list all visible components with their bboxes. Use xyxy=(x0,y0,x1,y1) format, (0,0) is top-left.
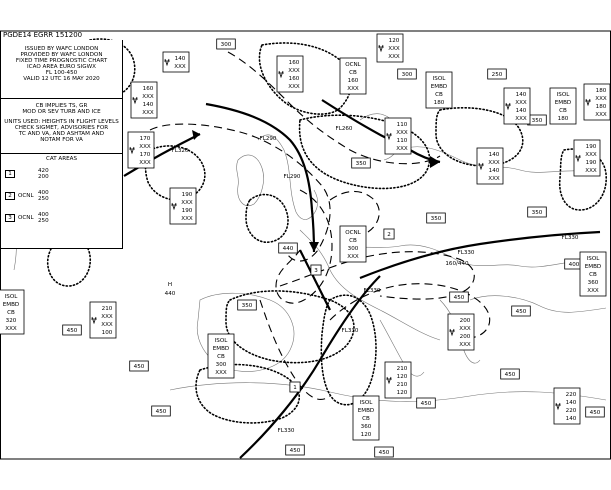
icing-label-line: XXX xyxy=(595,96,607,102)
tropopause-height: 350 xyxy=(430,216,442,222)
cb-label-line: XXX xyxy=(5,326,17,332)
cb-label-line: ISOL xyxy=(556,92,570,98)
cb-label-line: ISOL xyxy=(359,400,373,406)
tropopause-height: 450 xyxy=(289,448,301,454)
icing-label-line: 140 xyxy=(515,92,527,98)
cb-label-line: OCNL xyxy=(345,62,361,68)
cb-label-line: 160 xyxy=(347,78,359,84)
cat-levels xyxy=(38,212,49,224)
jet-level-label: FL320 xyxy=(171,148,189,154)
issue-block xyxy=(1,40,122,99)
icing-label-line: 160 xyxy=(142,86,154,92)
icing-label-line: XXX xyxy=(139,160,151,166)
icing-label-line: XXX xyxy=(459,342,471,348)
icing-label-line: 140 xyxy=(174,56,186,62)
icing-label-line: 190 xyxy=(585,160,597,166)
note-line: UNITS USED: HEIGHTS IN FLIGHT LEVELS xyxy=(4,119,119,125)
issue-line: FL 100-450 xyxy=(45,70,78,76)
cb-label-line: CB xyxy=(559,108,567,114)
tropopause-height: 450 xyxy=(378,450,390,456)
cb-label-line: XXX xyxy=(587,288,599,294)
chart-title: PGDE14 EGRR 151200 xyxy=(3,31,83,39)
icing-label-line: 220 xyxy=(565,392,577,398)
icing-label-line: 210 xyxy=(396,366,408,372)
high-pressure-letter: H xyxy=(167,282,173,288)
jet-depth-label: 160/440 xyxy=(445,261,469,267)
icing-label-line: XXX xyxy=(388,54,400,60)
note-line: CB IMPLIES TS, GR xyxy=(35,103,88,109)
icing-label-line: XXX xyxy=(142,110,154,116)
cb-label-line: OCNL xyxy=(345,230,361,236)
cb-label-line: ISOL xyxy=(432,76,446,82)
icing-label-line: 120 xyxy=(396,374,408,380)
tropopause-height: 450 xyxy=(66,328,78,334)
tropopause-height: 450 xyxy=(589,410,601,416)
icing-label-line: XXX xyxy=(101,314,113,320)
icing-label-line: 170 xyxy=(139,152,151,158)
icing-label-line: 100 xyxy=(101,330,113,336)
tropopause-height: 350 xyxy=(531,210,543,216)
icing-label-line: XXX xyxy=(101,322,113,328)
cb-label-line: CB xyxy=(349,238,357,244)
cb-label-line: 180 xyxy=(433,100,445,106)
icing-label-line: XXX xyxy=(174,64,186,70)
note-line: TC AND VA, AND ASHTAM AND xyxy=(18,131,105,137)
icing-label-line: 110 xyxy=(396,138,408,144)
cb-label-line: CB xyxy=(362,416,370,422)
icing-label-line: XXX xyxy=(396,130,408,136)
cb-label-line: XXX xyxy=(347,254,359,260)
icing-label-line: XXX xyxy=(515,116,527,122)
cb-label-line: CB xyxy=(349,70,357,76)
cat-base: 250 xyxy=(38,218,49,224)
tropopause-height: 350 xyxy=(355,161,367,167)
cat-legend-item xyxy=(5,186,118,206)
jet-level-label: FL330 xyxy=(457,250,475,256)
icing-label-line: 210 xyxy=(396,382,408,388)
jet-level-label: FL290 xyxy=(259,136,277,142)
icing-label-line: XXX xyxy=(396,146,408,152)
icing-label-line: 160 xyxy=(288,76,300,82)
issue-line: ISSUED BY WAFC LONDON xyxy=(24,46,99,52)
tropopause-height: 450 xyxy=(515,309,527,315)
note-line: NOTAM FOR VA xyxy=(40,137,83,143)
tropopause-height: 450 xyxy=(133,364,145,370)
cat-legend-item xyxy=(5,164,118,184)
cat-id-box: 2 xyxy=(5,192,15,200)
cat-area-marker: 3 xyxy=(314,268,318,274)
note-line: MOD OR SEV TURB AND ICE xyxy=(22,109,101,115)
jet-level-label: FL330 xyxy=(277,428,295,434)
tropopause-height: 450 xyxy=(155,409,167,415)
note-line: CHECK SIGMET, ADVISORIES FOR xyxy=(14,125,109,131)
icing-label-line: 120 xyxy=(388,38,400,44)
tropopause-height: 350 xyxy=(241,303,253,309)
cb-label-line: ISOL xyxy=(4,294,18,300)
cat-top: 400 xyxy=(38,212,49,218)
icing-label-line: XXX xyxy=(288,84,300,90)
cb-label-line: 300 xyxy=(347,246,359,252)
icing-label-line: 180 xyxy=(595,88,607,94)
cb-label-line: ISOL xyxy=(214,338,228,344)
icing-label-line: XXX xyxy=(181,216,193,222)
cb-label-line: EMBD xyxy=(2,302,20,308)
jet-level-label: FL330 xyxy=(363,288,381,294)
cb-label-line: CB xyxy=(589,272,597,278)
icing-label-line: 140 xyxy=(488,152,500,158)
icing-label-line: 190 xyxy=(181,192,193,198)
cat-id-box: 3 xyxy=(5,214,15,222)
cb-label-line: XXX xyxy=(215,370,227,376)
cat-legend-title: CAT AREAS xyxy=(45,156,78,162)
cat-top: 420 xyxy=(38,168,49,174)
cat-ocnl: OCNL xyxy=(18,193,34,199)
cb-label-line: 320 xyxy=(5,318,17,324)
cat-levels xyxy=(38,168,49,180)
cb-label-line: EMBD xyxy=(584,264,602,270)
cb-label-line: 300 xyxy=(215,362,227,368)
icing-label-line: XXX xyxy=(515,100,527,106)
icing-label-line: 140 xyxy=(488,168,500,174)
cat-top: 400 xyxy=(38,190,49,196)
tropopause-height: 450 xyxy=(453,295,465,301)
issue-line: ICAO AREA EURO SIGWX xyxy=(27,64,96,70)
tropopause-height: 450 xyxy=(504,372,516,378)
cat-legend xyxy=(1,154,122,230)
icing-label-line: 200 xyxy=(459,318,471,324)
tropopause-height: 440 xyxy=(282,246,294,252)
jet-level-label: FL260 xyxy=(335,126,353,132)
tropopause-height: 450 xyxy=(420,401,432,407)
issue-line: PROVIDED BY WAFC LONDON xyxy=(20,52,103,58)
icing-label-line: XXX xyxy=(585,168,597,174)
icing-label-line: XXX xyxy=(459,326,471,332)
tropopause-height: 250 xyxy=(491,72,503,78)
cb-label-line: XXX xyxy=(347,86,359,92)
icing-label-line: XXX xyxy=(488,160,500,166)
cat-levels xyxy=(38,190,49,202)
cat-id-box: 1 xyxy=(5,170,15,178)
cat-legend-item xyxy=(5,208,118,228)
cat-base: 250 xyxy=(38,196,49,202)
cb-label-line: CB xyxy=(435,92,443,98)
icing-label-line: XXX xyxy=(595,112,607,118)
icing-label-line: 110 xyxy=(396,122,408,128)
cb-label-line: EMBD xyxy=(357,408,375,414)
cb-label-line: ISOL xyxy=(586,256,600,262)
high-pressure-value: 440 xyxy=(164,291,176,297)
cb-label-line: CB xyxy=(217,354,225,360)
cb-label-line: 360 xyxy=(587,280,599,286)
icing-label-line: 190 xyxy=(585,144,597,150)
jet-level-label: FL330 xyxy=(341,328,359,334)
icing-label-line: XXX xyxy=(488,176,500,182)
tropopause-height: 350 xyxy=(531,118,543,124)
icing-label-line: 140 xyxy=(565,400,577,406)
cb-label-line: EMBD xyxy=(430,84,448,90)
cat-base: 200 xyxy=(38,174,49,180)
icing-label-line: XXX xyxy=(142,94,154,100)
icing-label-line: 170 xyxy=(139,136,151,142)
icing-label-line: 140 xyxy=(142,102,154,108)
info-panel xyxy=(1,40,123,249)
tropopause-height: 300 xyxy=(220,42,232,48)
icing-label-line: 200 xyxy=(459,334,471,340)
icing-label-line: 180 xyxy=(595,104,607,110)
icing-label-line: 120 xyxy=(396,390,408,396)
icing-label-line: 140 xyxy=(565,416,577,422)
cb-label-line: 360 xyxy=(360,424,372,430)
icing-label-line: XXX xyxy=(139,144,151,150)
cb-label-line: EMBD xyxy=(212,346,230,352)
jet-level-label: FL330 xyxy=(561,235,579,241)
cb-label-line: 180 xyxy=(557,116,569,122)
jet-level-label: FL290 xyxy=(283,174,301,180)
icing-label-line: XXX xyxy=(585,152,597,158)
issue-line: FIXED TIME PROGNOSTIC CHART xyxy=(15,58,108,64)
icing-label-line: XXX xyxy=(181,200,193,206)
icing-label-line: 190 xyxy=(181,208,193,214)
icing-label-line: XXX xyxy=(288,68,300,74)
cb-label-line: CB xyxy=(7,310,15,316)
tropopause-height: 300 xyxy=(401,72,413,78)
icing-label-line: XXX xyxy=(388,46,400,52)
icing-label-line: 160 xyxy=(288,60,300,66)
cat-area-marker: 1 xyxy=(293,385,297,391)
cat-area-marker: 2 xyxy=(387,232,391,238)
cb-label-line: EMBD xyxy=(554,100,572,106)
cb-label-line: 120 xyxy=(360,432,372,438)
icing-label-line: 220 xyxy=(565,408,577,414)
notes-block xyxy=(1,99,122,154)
issue-line: VALID 12 UTC 16 MAY 2020 xyxy=(23,76,100,82)
icing-label-line: 210 xyxy=(101,306,113,312)
icing-label-line: 140 xyxy=(515,108,527,114)
tropopause-height: 400 xyxy=(568,262,580,268)
cat-ocnl: OCNL xyxy=(18,215,34,221)
